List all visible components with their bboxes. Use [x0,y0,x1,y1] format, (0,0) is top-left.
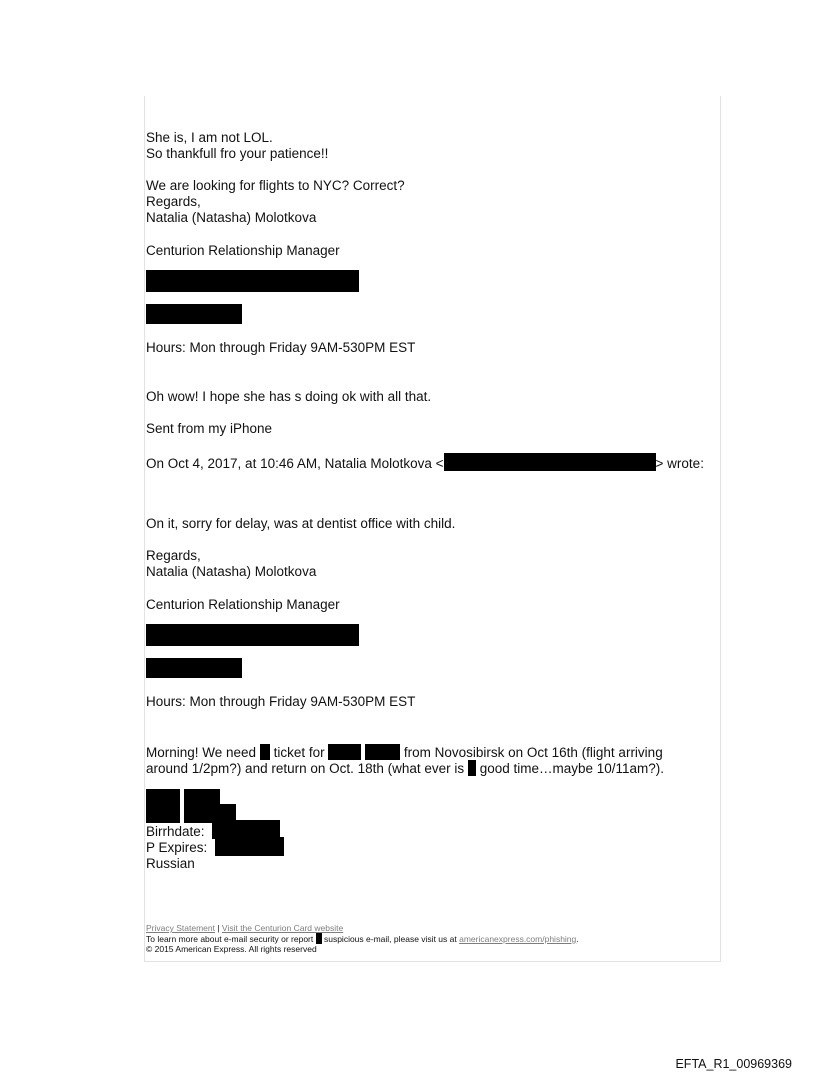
message-line: She is, I am not LOL. [146,130,273,145]
redaction-block [365,744,400,760]
message-line: Oh wow! I hope she has s doing ok with all that. [146,389,432,404]
text-fragment: good time…maybe 10/11am?). [475,761,665,776]
signature-title: Centurion Relationship Manager [146,597,340,612]
signature-regards: Regards, [146,194,201,209]
redaction-block [146,658,242,678]
message-line: We are looking for flights to NYC? Correct? [146,178,405,193]
signature-hours: Hours: Mon through Friday 9AM-530PM EST [146,694,416,709]
centurion-website-link[interactable]: Visit the Centurion Card website [221,923,344,933]
signature-hours: Hours: Mon through Friday 9AM-530PM EST [146,340,416,355]
redaction-block [260,744,270,760]
redaction-block [444,453,656,471]
text-fragment: Morning! We need [146,745,260,760]
redaction-block [146,304,242,324]
quote-header [146,453,704,472]
text-fragment: . [576,934,579,944]
phishing-link[interactable]: americanexpress.com/phishing [459,934,577,944]
birthdate-line [146,824,205,840]
redaction-block [146,624,359,646]
signature-name: Natalia (Natasha) Molotkova [146,210,317,225]
message-line [146,744,663,761]
redaction-block [146,270,359,292]
footer-security [146,933,579,944]
signature-title: Centurion Relationship Manager [146,243,340,258]
text-fragment: ticket for [269,745,329,760]
bates-number: EFTA_R1_00969369 [675,1057,792,1071]
redaction-block [328,744,361,760]
redaction-block [215,837,284,856]
privacy-statement-link[interactable]: Privacy Statement [146,923,215,933]
link-separator: | [214,923,222,933]
quote-header-suffix: > wrote: [655,456,704,471]
text-fragment: around 1/2pm?) and return on Oct. 18th (what ever is [146,761,468,776]
nationality: Russian [146,856,195,871]
birthdate-label: Birrhdate: [146,824,205,839]
signature-regards: Regards, [146,548,201,563]
text-fragment: To learn more about e-mail security or report [146,934,316,944]
footer-links [146,923,343,933]
redaction-block [146,804,180,823]
text-fragment: suspicious e-mail, please visit us at [321,934,460,944]
quote-header-prefix: On Oct 4, 2017, at 10:46 AM, Natalia Molotkova < [146,456,444,471]
redaction-block [468,760,476,776]
text-fragment: from Novosibirsk on Oct 16th (flight arriving [400,745,663,760]
expires-line [146,840,207,856]
footer-copyright: © 2015 American Express. All rights reserved [146,944,317,954]
signature-name: Natalia (Natasha) Molotkova [146,564,317,579]
sent-from: Sent from my iPhone [146,421,273,436]
expires-label: P Expires: [146,840,208,855]
message-line [146,760,664,777]
message-line: So thankfull fro your patience!! [146,146,329,161]
message-line: On it, sorry for delay, was at dentist office with child. [146,516,456,531]
